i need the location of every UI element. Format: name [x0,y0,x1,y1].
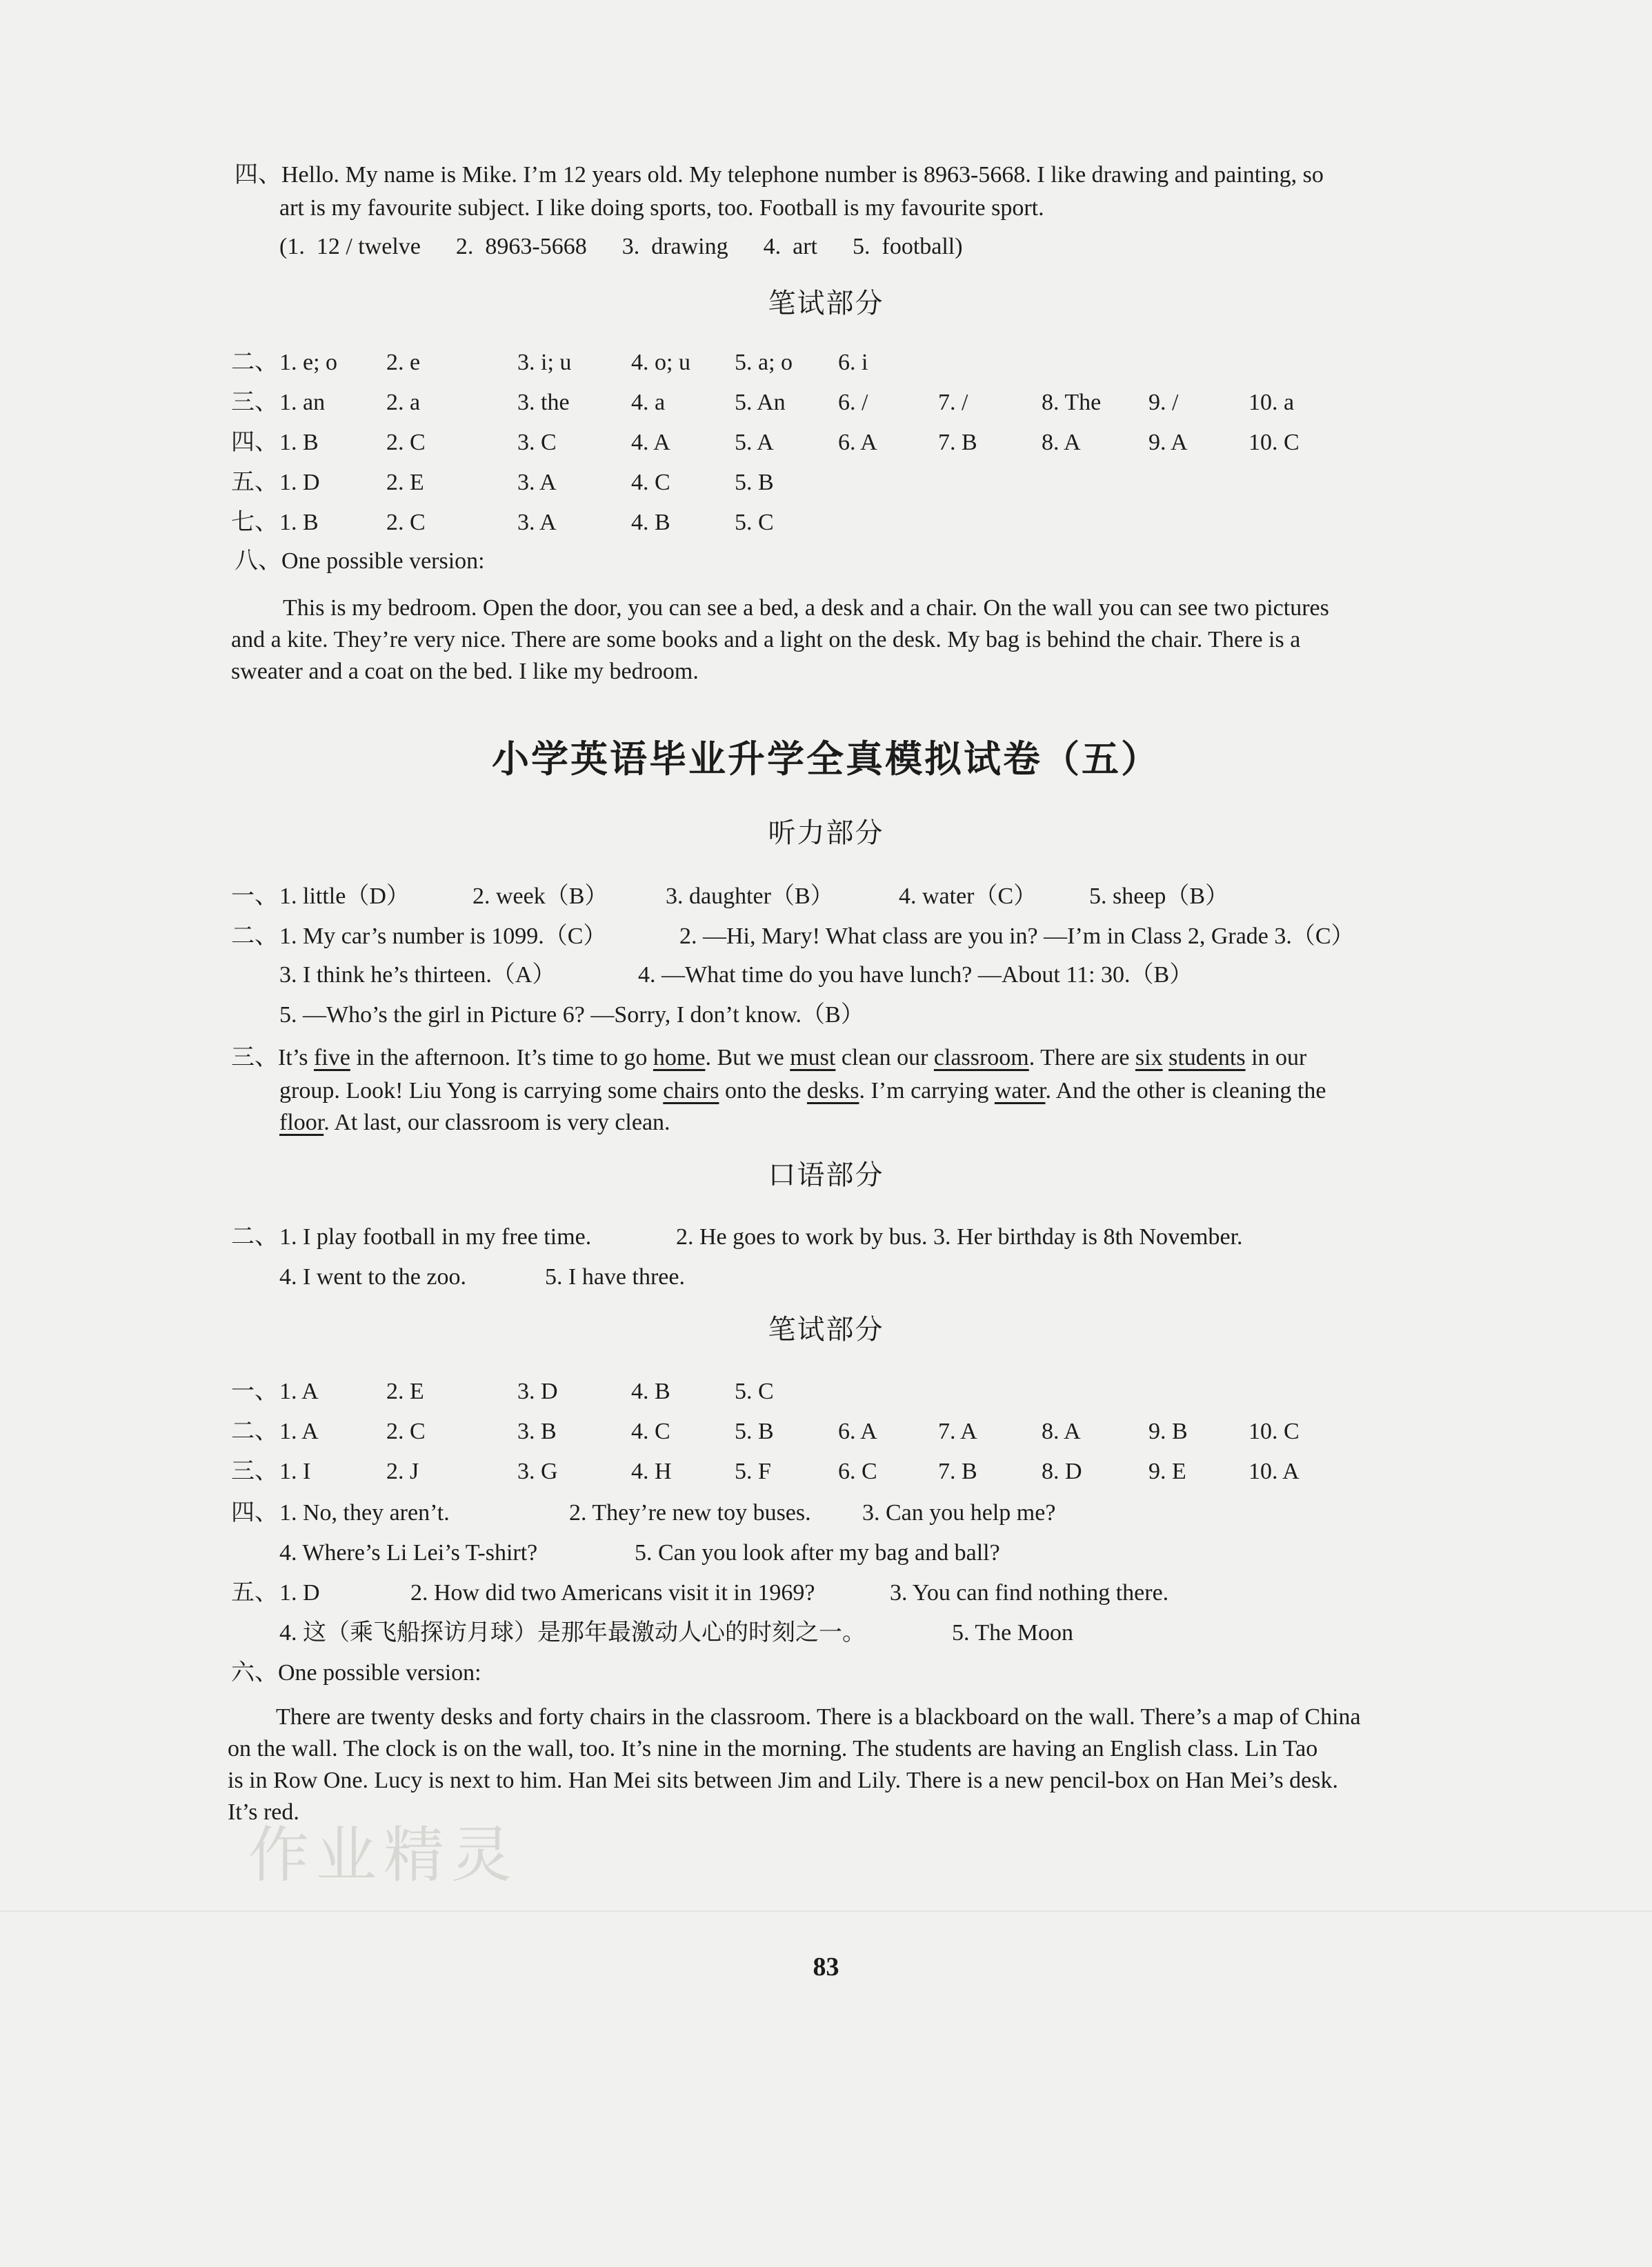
answer-item: 5. An [735,390,786,415]
answer-item: 3. A [517,510,557,535]
watermark: 作业精灵 [248,1819,519,1890]
written-2-essay-label: 六、One possible version: [231,1660,481,1686]
filled-blank: classroom [933,1045,1029,1070]
question-label: 三、 [231,1459,278,1484]
question-label: 二、 [231,923,278,949]
answer-item: 6. A [838,1419,877,1444]
section-heading-listening: 听力部分 [768,817,884,848]
text: clean our [835,1045,934,1070]
answer-item: 3. B [517,1419,557,1444]
written-1-essay-line-3: sweater and a coat on the bed. I like my bedroom. [231,659,699,684]
answer-item: 5. The Moon [952,1620,1073,1646]
answer-item: 2. They’re new toy buses. [569,1500,811,1526]
answer-item: 1. My car’s number is 1099.（C） [279,923,607,949]
answer-item: 1. A [279,1419,319,1444]
answer-item: 5. F [735,1459,771,1484]
page-number: 83 [813,1953,839,1981]
answer-item: 8. The [1042,390,1102,415]
answer-item: 3. G [517,1459,558,1484]
written-2-essay-line-2: on the wall. The clock is on the wall, too. It’s nine in the morning. The students are having an English class. Lin Tao [228,1736,1318,1761]
answer-item: 3. D [517,1379,558,1404]
answer-item: 7. / [938,390,968,415]
filled-blank: home [653,1045,706,1070]
text: in our [1245,1045,1307,1070]
answer-item: 9. E [1148,1459,1186,1484]
question-label: 二、 [231,350,278,375]
answer-item: 1. A [279,1379,319,1404]
written-2-essay-line-4: It’s red. [228,1799,299,1825]
answer-item: 5. A [735,430,774,455]
section-heading-written-1: 笔试部分 [768,288,884,319]
answer-item: 7. B [938,1459,977,1484]
answer-item: 2. J [386,1459,419,1484]
answer-item: 1. an [279,390,326,415]
written-1-essay-line-1: This is my bedroom. Open the door, you can see a bed, a desk and a chair. On the wall you can see two pictures [283,595,1329,621]
text: . But we [705,1045,790,1070]
written-2-essay-line-3: is in Row One. Lucy is next to him. Han Mei sits between Jim and Lily. There is a new pencil-box on Han Mei’s desk. [228,1768,1339,1793]
answer-item: 6. i [838,350,868,375]
listening-q3-line-1 [231,1043,1306,1073]
listening-q3-line-3 [279,1108,670,1138]
answer-item: 2. —Hi, Mary! What class are you in? —I’m in Class 2, Grade 3.（C） [679,923,1355,949]
answer-item: 2. a [386,390,421,415]
answer-item: 5. Can you look after my bag and ball? [635,1540,1000,1566]
answer-item: 1. little（D） [279,883,410,909]
question-label: 七、 [231,510,278,535]
question-label: 五、 [231,470,278,495]
answer-item: 8. A [1042,1419,1081,1444]
answer-item: 5. C [735,1379,774,1404]
answer-item: 3. the [517,390,570,415]
answer-item: 2. e [386,350,421,375]
answer-item: 4. —What time do you have lunch? —About 11: 30.（B） [638,962,1193,988]
answer-item: 1. D [279,1580,320,1606]
answer-item: 5. I have three. [545,1264,685,1290]
filled-blank: five [313,1045,350,1070]
answer-item: 6. / [838,390,868,415]
answer-item: 4. water（C） [899,883,1037,909]
filled-blank: water [994,1078,1046,1103]
answer-item: 4. Where’s Li Lei’s T-shirt? [279,1540,538,1566]
written-1-essay-line-2: and a kite. They’re very nice. There are some books and a light on the desk. My bag is behind the chair. There is a [231,627,1301,652]
answer-item: 1. I [279,1459,311,1484]
answer-item: 2. week（B） [472,883,608,909]
text: . I’m carrying [859,1078,995,1103]
answer-item: 4. B [631,1379,670,1404]
answer-item: 10. C [1248,430,1300,455]
answer-item: 3. C [517,430,557,455]
question-label: 二、 [231,1419,278,1444]
answer-item: 5. a; o [735,350,793,375]
answer-item: 9. B [1148,1419,1188,1444]
section-heading-oral: 口语部分 [768,1159,884,1190]
answer-item: 1. e; o [279,350,338,375]
answer-item: 3. A [517,470,557,495]
answer-item: 4. 这（乘飞船探访月球）是那年最激动人心的时刻之一。 [279,1620,866,1646]
written-1-essay-label: 八、One possible version: [235,548,485,574]
filled-blank: floor [279,1110,324,1135]
footer-divider [0,1910,1652,1912]
question-label: 一、 [231,883,278,909]
answer-item: 10. a [1248,390,1295,415]
answer-item: 5. C [735,510,774,535]
text: in the afternoon. It’s time to go [350,1045,653,1070]
answer-item: 2. C [386,510,426,535]
answer-item: 8. A [1042,430,1081,455]
listening-q3-line-2 [279,1076,1326,1106]
top-line-2: art is my favourite subject. I like doing sports, too. Football is my favourite sport. [279,195,1044,221]
text: onto the [719,1078,807,1103]
answer-item: 10. C [1248,1419,1300,1444]
answer-item: 4. a [631,390,666,415]
answer-item: 3. You can find nothing there. [890,1580,1169,1606]
text: . And the other is cleaning the [1045,1078,1326,1103]
answer-item: 1. D [279,470,320,495]
text: It’s [278,1045,314,1070]
answer-item: 2. C [386,430,426,455]
answer-item: 3. I think he’s thirteen.（A） [279,962,556,988]
answer-item: 4. C [631,1419,670,1444]
answer-item: 7. B [938,430,977,455]
text: . At last, our classroom is very clean. [324,1110,670,1135]
question-label: 二、 [231,1224,278,1250]
top-line-1: 四、Hello. My name is Mike. I’m 12 years old. My telephone number is 8963-5668. I like drawing and painting, so [235,162,1324,188]
question-label: 五、 [231,1580,278,1606]
answer-item: 1. No, they aren’t. [279,1500,450,1526]
answer-item: 3. i; u [517,350,572,375]
answer-item: 9. A [1148,430,1188,455]
answer-item: 3. Can you help me? [862,1500,1056,1526]
answer-item: 2. He goes to work by bus. 3. Her birthday is 8th November. [676,1224,1243,1250]
answer-item: 4. o; u [631,350,690,375]
answer-item: 4. H [631,1459,672,1484]
question-label: 三、 [231,390,278,415]
answer-item: 5. B [735,470,774,495]
question-label: 一、 [231,1379,278,1404]
answer-item: 2. E [386,1379,424,1404]
filled-blank: must [790,1045,836,1070]
answer-item: 1. B [279,430,319,455]
answer-item: 1. B [279,510,319,535]
text: . There are [1028,1045,1135,1070]
answer-item: 4. C [631,470,670,495]
filled-blank: chairs [663,1078,719,1103]
exam-title: 小学英语毕业升学全真模拟试卷（五） [492,739,1160,780]
question-label: 三、 [231,1045,278,1070]
question-label: 四、 [231,1500,278,1526]
answer-item: 5. sheep（B） [1089,883,1229,909]
text [1163,1045,1169,1070]
answer-item: 3. daughter（B） [666,883,834,909]
answer-item: 2. How did two Americans visit it in 1969? [410,1580,815,1606]
answer-item: 5. B [735,1419,774,1444]
answer-item: 4. I went to the zoo. [279,1264,466,1290]
filled-blank: six [1135,1045,1163,1070]
text: group. Look! Liu Yong is carrying some [279,1078,664,1103]
answer-item: 4. B [631,510,670,535]
answer-item: 9. / [1148,390,1179,415]
answer-item: 6. C [838,1459,877,1484]
written-2-essay-line-1: There are twenty desks and forty chairs in the classroom. There is a blackboard on the wall. There’s a map of China [276,1704,1361,1730]
answer-item: 6. A [838,430,877,455]
answer-item: 10. A [1248,1459,1300,1484]
filled-blank: students [1168,1045,1246,1070]
answer-item: 5. —Who’s the girl in Picture 6? —Sorry, I don’t know.（B） [279,1002,864,1028]
answer-item: 2. C [386,1419,426,1444]
section-heading-written-2: 笔试部分 [768,1314,884,1345]
answer-item: 7. A [938,1419,977,1444]
answer-item: 8. D [1042,1459,1082,1484]
top-answers-line: (1. 12 / twelve 2. 8963-5668 3. drawing 4. art 5. football) [279,234,963,259]
filled-blank: desks [806,1078,859,1103]
question-label: 四、 [231,430,278,455]
answer-item: 4. A [631,430,670,455]
answer-item: 2. E [386,470,424,495]
answer-item: 1. I play football in my free time. [279,1224,592,1250]
